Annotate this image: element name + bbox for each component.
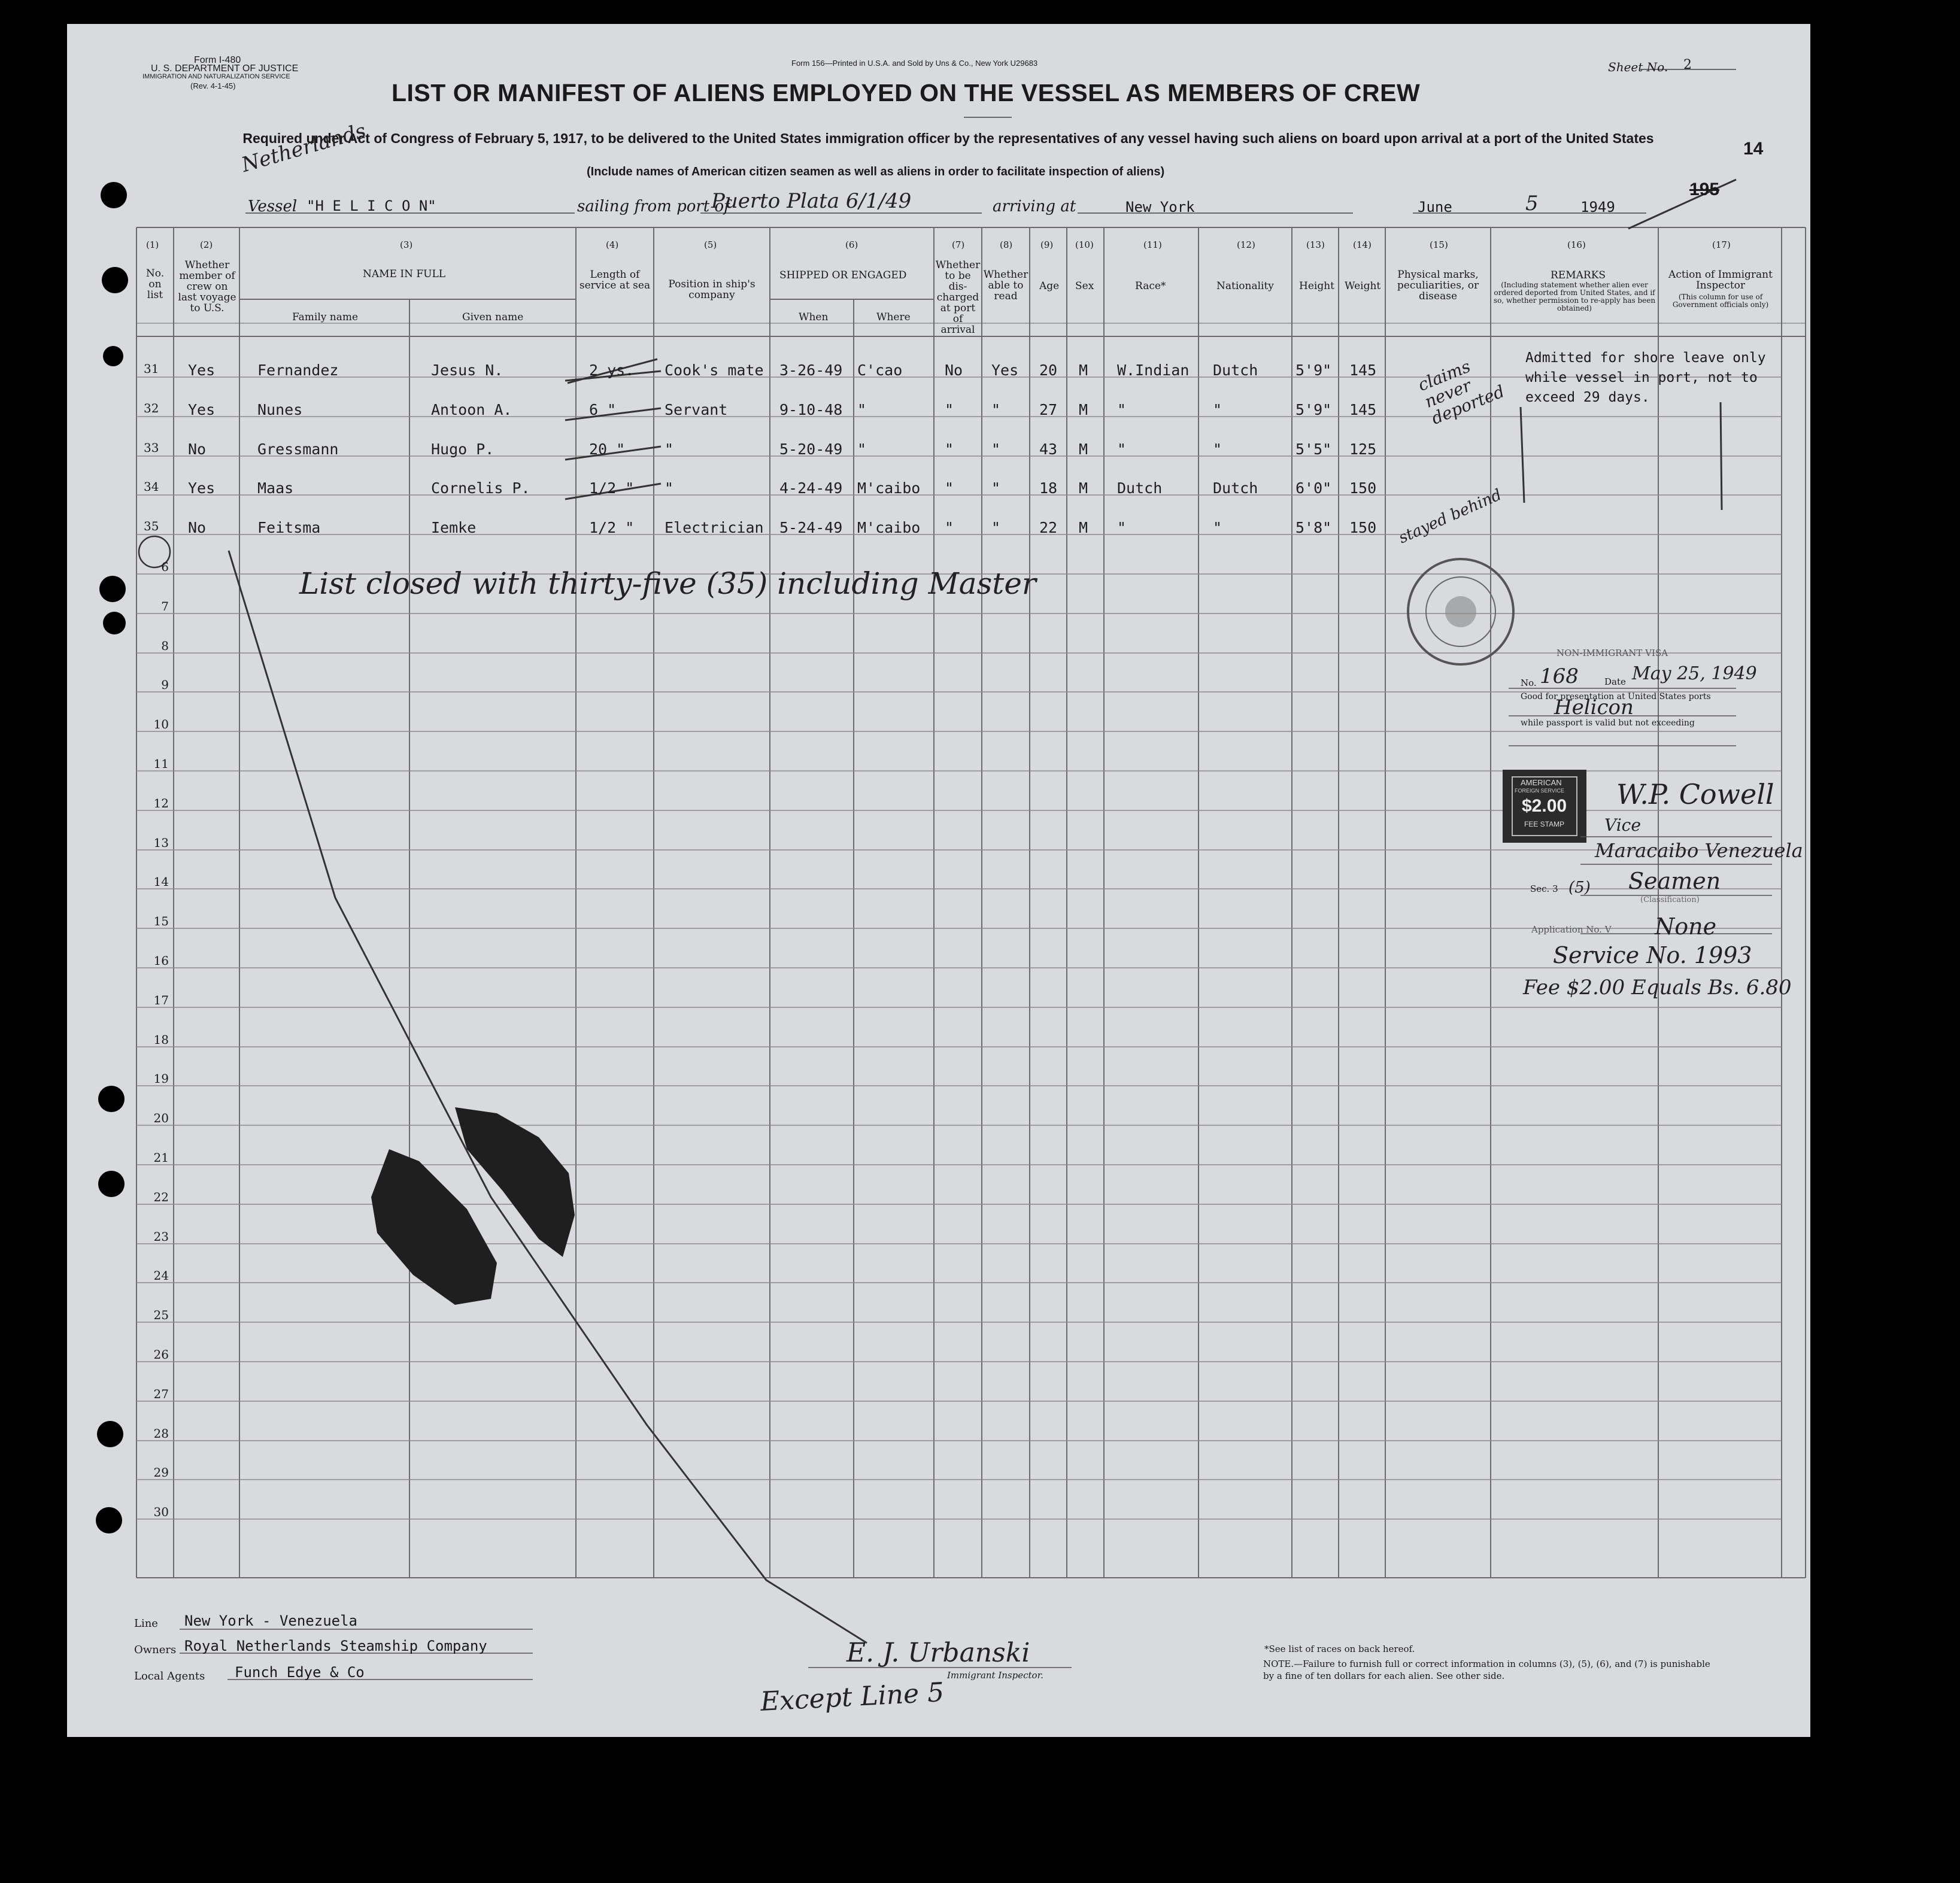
cell-height: 6'0" bbox=[1295, 479, 1332, 497]
cell-family-name: Gressmann bbox=[257, 441, 339, 458]
cell-age: 18 bbox=[1039, 479, 1058, 497]
visa-sec-label: Sec. 3 bbox=[1530, 883, 1558, 894]
cell-age: 43 bbox=[1039, 441, 1058, 458]
col-num: (4) bbox=[606, 239, 619, 250]
cell-last-voyage: No bbox=[188, 519, 207, 536]
header-race: Race* bbox=[1135, 280, 1166, 292]
inspector-label: Immigrant Inspector. bbox=[947, 1670, 1043, 1681]
row-number: 17 bbox=[153, 993, 169, 1007]
cell-when: 3-26-49 bbox=[779, 362, 843, 379]
visa-ship: Helicon bbox=[1554, 696, 1634, 719]
row-number: 8 bbox=[161, 639, 169, 653]
row-number: 23 bbox=[153, 1229, 169, 1244]
visa-application-label: Application No. V bbox=[1531, 924, 1612, 935]
col-num: (5) bbox=[704, 239, 717, 250]
inspector-signature: E. J. Urbanski bbox=[846, 1638, 1030, 1668]
form-number: Form I-480 bbox=[194, 55, 241, 65]
cell-nationality: " bbox=[1213, 519, 1222, 536]
visa-title: Vice bbox=[1604, 815, 1641, 835]
cell-family-name: Fernandez bbox=[257, 362, 339, 379]
cell-sex: M bbox=[1079, 519, 1088, 536]
header-no-on-list: No. on list bbox=[145, 268, 165, 301]
cell-family-name: Feitsma bbox=[257, 519, 321, 536]
header-length-service: Length of service at sea bbox=[579, 269, 651, 291]
cell-nationality: " bbox=[1213, 441, 1222, 458]
cell-where: M'caibo bbox=[857, 519, 921, 536]
cell-last-voyage: Yes bbox=[188, 362, 216, 379]
cell-able-read: " bbox=[991, 401, 1001, 418]
remarks-handwritten: claims never deported bbox=[1415, 356, 1507, 429]
cell-given-name: Cornelis P. bbox=[431, 479, 530, 497]
header-given-name: Given name bbox=[462, 311, 524, 323]
cell-discharged: " bbox=[945, 401, 954, 418]
cell-length-service: 20 " bbox=[589, 441, 626, 458]
header-discharged: Whether to be dis-charged at port of arrival bbox=[935, 259, 981, 336]
cell-sex: M bbox=[1079, 441, 1088, 458]
cell-able-read: " bbox=[991, 479, 1001, 497]
row-number: 26 bbox=[153, 1347, 169, 1362]
col-num: (13) bbox=[1306, 239, 1325, 250]
cell-position: Servant bbox=[665, 401, 728, 418]
arriving-label: arriving at bbox=[993, 198, 1076, 215]
cell-race: " bbox=[1117, 519, 1127, 536]
sheet-label: Sheet No. bbox=[1608, 60, 1668, 74]
header-remarks-note: (Including statement whether alien ever ordered deported from United States, and if so, whether permission to re-apply has been obtained) bbox=[1493, 281, 1656, 312]
cell-weight: 145 bbox=[1349, 401, 1377, 418]
vessel-label: Vessel bbox=[248, 198, 298, 215]
header-sex: Sex bbox=[1075, 280, 1094, 292]
visa-date-label: Date bbox=[1604, 676, 1626, 687]
visa-date: May 25, 1949 bbox=[1632, 663, 1757, 684]
cell-sex: M bbox=[1079, 479, 1088, 497]
header-position: Position in ship's company bbox=[668, 278, 756, 301]
col-num: (15) bbox=[1430, 239, 1448, 250]
cell-discharged: " bbox=[945, 479, 954, 497]
cell-when: 4-24-49 bbox=[779, 479, 843, 497]
row-no: 33 bbox=[144, 441, 159, 455]
visa-consulate: Maracaibo Venezuela bbox=[1595, 839, 1803, 862]
header-nationality: Nationality bbox=[1216, 280, 1274, 292]
cell-length-service: 6 " bbox=[589, 401, 617, 418]
except-note: Except Line 5 bbox=[759, 1677, 945, 1718]
visa-application-value: None bbox=[1655, 913, 1717, 940]
cell-height: 5'8" bbox=[1295, 519, 1332, 536]
cell-where: C'cao bbox=[857, 362, 903, 379]
cell-nationality: " bbox=[1213, 401, 1222, 418]
cell-age: 20 bbox=[1039, 362, 1058, 379]
cell-sex: M bbox=[1079, 401, 1088, 418]
row-number: 22 bbox=[153, 1190, 169, 1204]
row-number: 20 bbox=[153, 1111, 169, 1125]
col-num: (14) bbox=[1353, 239, 1372, 250]
seal-stamp bbox=[1408, 559, 1513, 664]
visa-service-no: Service No. 1993 bbox=[1553, 942, 1752, 968]
row-number: 11 bbox=[153, 757, 169, 771]
cell-nationality: Dutch bbox=[1213, 479, 1258, 497]
list-closed-note: List closed with thirty-five (35) including Master bbox=[299, 566, 1036, 601]
footer-owners-value: Royal Netherlands Steamship Company bbox=[184, 1638, 487, 1654]
row-number: 28 bbox=[153, 1426, 169, 1441]
row-number: 14 bbox=[153, 874, 169, 889]
visa-heading: NON-IMMIGRANT VISA bbox=[1557, 648, 1668, 658]
header-height: Height bbox=[1299, 280, 1334, 292]
cell-age: 27 bbox=[1039, 401, 1058, 418]
cell-height: 5'9" bbox=[1295, 362, 1332, 379]
cell-given-name: Iemke bbox=[431, 519, 477, 536]
cell-discharged: No bbox=[945, 362, 963, 379]
row-number: 16 bbox=[153, 953, 169, 968]
row-number: 25 bbox=[153, 1308, 169, 1322]
header-able-read: Whether able to read bbox=[983, 269, 1028, 302]
date-day: 5 bbox=[1525, 192, 1539, 215]
header-action: Action of Immigrant Inspector bbox=[1668, 269, 1773, 291]
footer-line-label: Line bbox=[134, 1617, 158, 1630]
row-no: 34 bbox=[144, 479, 159, 494]
visa-classification-label: (Classification) bbox=[1640, 895, 1700, 904]
form-revision: (Rev. 4-1-45) bbox=[190, 81, 236, 90]
visa-no-label: No. bbox=[1521, 678, 1537, 688]
cell-family-name: Maas bbox=[257, 479, 294, 497]
cell-weight: 145 bbox=[1349, 362, 1377, 379]
row-number: 15 bbox=[153, 914, 169, 928]
note-failure: NOTE.—Failure to furnish full or correct information in columns (3), (5), (6), and (7) is punishable by a fine of ten dollars for each alien. See other side. bbox=[1263, 1659, 1710, 1681]
row-number: 12 bbox=[153, 796, 169, 810]
revenue-stamp-text: FOREIGN SERVICE bbox=[1515, 788, 1564, 794]
row-number: 6 bbox=[161, 560, 169, 574]
cell-discharged: " bbox=[945, 441, 954, 458]
cell-when: 5-24-49 bbox=[779, 519, 843, 536]
row-number: 21 bbox=[153, 1150, 169, 1165]
row-number: 7 bbox=[161, 599, 169, 614]
header-physical: Physical marks, peculiarities, or disease bbox=[1397, 269, 1479, 302]
cell-when: 9-10-48 bbox=[779, 401, 843, 418]
cell-where: " bbox=[857, 441, 867, 458]
row-number: 24 bbox=[153, 1268, 169, 1283]
header-when: When bbox=[799, 311, 829, 323]
vessel-flag: Netherlands bbox=[238, 119, 369, 177]
revenue-stamp-value: $2.00 bbox=[1522, 796, 1567, 816]
col-num: (7) bbox=[952, 239, 965, 250]
subtitle-note: (Include names of American citizen seamen as well as aliens in order to facilitate inspection of aliens) bbox=[587, 165, 1165, 178]
sheet-number: 2 bbox=[1683, 57, 1692, 72]
sailing-label: sailing from port of bbox=[577, 198, 730, 215]
cell-position: Cook's mate bbox=[665, 362, 764, 379]
col-num: (10) bbox=[1075, 239, 1094, 250]
arriving-port: New York bbox=[1125, 199, 1195, 215]
revenue-stamp-text: AMERICAN bbox=[1521, 778, 1562, 787]
row-no: 32 bbox=[144, 401, 159, 415]
cell-given-name: Hugo P. bbox=[431, 441, 494, 458]
cell-position: " bbox=[665, 441, 674, 458]
header-where: Where bbox=[876, 311, 911, 323]
vessel-name: "H E L I C O N" bbox=[307, 198, 436, 214]
row-number: 18 bbox=[153, 1032, 169, 1047]
header-name-in-full: NAME IN FULL bbox=[363, 268, 446, 280]
note-races: *See list of races on back hereof. bbox=[1264, 1644, 1415, 1654]
row-number: 29 bbox=[153, 1465, 169, 1480]
subtitle-requirement: Required under Act of Congress of February 5, 1917, to be delivered to the United States immigration officer by the representatives of any vessel having such aliens on board upon arrival at a port of the United States bbox=[242, 130, 1654, 146]
cell-last-voyage: No bbox=[188, 441, 207, 458]
row-no: 31 bbox=[144, 362, 159, 376]
col-num: (2) bbox=[200, 239, 213, 250]
footer-owners-label: Owners bbox=[134, 1644, 177, 1656]
cell-weight: 150 bbox=[1349, 519, 1377, 536]
date-year: 1949 bbox=[1580, 199, 1615, 215]
col-num: (6) bbox=[845, 239, 858, 250]
cell-able-read: Yes bbox=[991, 362, 1019, 379]
cell-length-service: 1/2 " bbox=[589, 479, 635, 497]
cell-weight: 150 bbox=[1349, 479, 1377, 497]
remarks-handwritten-2: stayed behind bbox=[1395, 485, 1504, 548]
cell-sex: M bbox=[1079, 362, 1088, 379]
col-num: (11) bbox=[1143, 239, 1162, 250]
row-number: 27 bbox=[153, 1387, 169, 1401]
cell-last-voyage: Yes bbox=[188, 479, 216, 497]
footer-line-value: New York - Venezuela bbox=[184, 1612, 357, 1629]
cell-age: 22 bbox=[1039, 519, 1058, 536]
cell-last-voyage: Yes bbox=[188, 401, 216, 418]
page-title: LIST OR MANIFEST OF ALIENS EMPLOYED ON THE VESSEL AS MEMBERS OF CREW bbox=[392, 79, 1421, 107]
header-last-voyage: Whether member of crew on last voyage to U.S. bbox=[178, 259, 236, 314]
header-weight: Weight bbox=[1345, 280, 1381, 292]
revenue-stamp-text: FEE STAMP bbox=[1524, 820, 1565, 828]
visa-line-text: Good for presentation at United States ports bbox=[1521, 692, 1711, 701]
remarks-typed: Admitted for shore leave only while vessel in port, not to exceed 29 days. bbox=[1525, 350, 1766, 405]
cell-where: M'caibo bbox=[857, 479, 921, 497]
cell-race: " bbox=[1117, 441, 1127, 458]
col-num: (1) bbox=[146, 239, 159, 250]
cell-given-name: Antoon A. bbox=[431, 401, 512, 418]
cell-able-read: " bbox=[991, 519, 1001, 536]
footer-agents-value: Funch Edye & Co bbox=[235, 1664, 365, 1681]
cell-race: W.Indian bbox=[1117, 362, 1190, 379]
visa-classification: Seamen bbox=[1628, 868, 1721, 894]
col-num: (3) bbox=[400, 239, 413, 250]
cell-position: " bbox=[665, 479, 674, 497]
visa-line-text-2: while passport is valid but not exceeding bbox=[1521, 718, 1695, 728]
row-number: 13 bbox=[153, 836, 169, 850]
cell-given-name: Jesus N. bbox=[431, 362, 503, 379]
col-num: (9) bbox=[1040, 239, 1054, 250]
date-month: June bbox=[1418, 199, 1452, 215]
cell-length-service: 2 ys. bbox=[589, 362, 635, 379]
department: U. S. DEPARTMENT OF JUSTICE bbox=[151, 63, 299, 74]
cell-family-name: Nunes bbox=[257, 401, 303, 418]
header-family-name: Family name bbox=[292, 311, 359, 323]
footer-agents-label: Local Agents bbox=[134, 1670, 205, 1682]
header-remarks: REMARKS bbox=[1551, 269, 1606, 281]
struck-number: 195 bbox=[1689, 180, 1720, 199]
cell-able-read: " bbox=[991, 441, 1001, 458]
sailing-port: Puerto Plata 6/1/49 bbox=[711, 189, 912, 213]
cell-discharged: " bbox=[945, 519, 954, 536]
col-num: (16) bbox=[1567, 239, 1586, 250]
row-number: 10 bbox=[153, 717, 169, 731]
cell-height: 5'5" bbox=[1295, 441, 1332, 458]
visa-signature: W.P. Cowell bbox=[1616, 778, 1774, 810]
cell-weight: 125 bbox=[1349, 441, 1377, 458]
cell-when: 5-20-49 bbox=[779, 441, 843, 458]
row-number: 30 bbox=[153, 1505, 169, 1519]
visa-fee: Fee $2.00 Equals Bs. 6.80 bbox=[1523, 976, 1792, 1000]
cell-nationality: Dutch bbox=[1213, 362, 1258, 379]
cell-race: " bbox=[1117, 401, 1127, 418]
cell-where: " bbox=[857, 401, 867, 418]
page-number: 14 bbox=[1743, 139, 1764, 159]
col-num: (8) bbox=[1000, 239, 1013, 250]
service: IMMIGRATION AND NATURALIZATION SERVICE bbox=[142, 73, 290, 80]
col-num: (17) bbox=[1712, 239, 1731, 250]
header-action-note: (This column for use of Government officials only) bbox=[1672, 293, 1769, 309]
col-num: (12) bbox=[1237, 239, 1255, 250]
row-number: 9 bbox=[161, 678, 169, 692]
row-no: 35 bbox=[144, 519, 159, 533]
visa-no: 168 bbox=[1540, 664, 1579, 688]
cell-position: Electrician bbox=[665, 519, 764, 536]
cell-height: 5'9" bbox=[1295, 401, 1332, 418]
header-age: Age bbox=[1039, 280, 1060, 292]
header-shipped: SHIPPED OR ENGAGED bbox=[779, 269, 907, 281]
cell-length-service: 1/2 " bbox=[589, 519, 635, 536]
printer-line: Form 156—Printed in U.S.A. and Sold by Uns & Co., New York U29683 bbox=[791, 59, 1038, 68]
cell-race: Dutch bbox=[1117, 479, 1163, 497]
row-number: 19 bbox=[153, 1071, 169, 1086]
visa-sec-value: (5) bbox=[1568, 879, 1591, 897]
